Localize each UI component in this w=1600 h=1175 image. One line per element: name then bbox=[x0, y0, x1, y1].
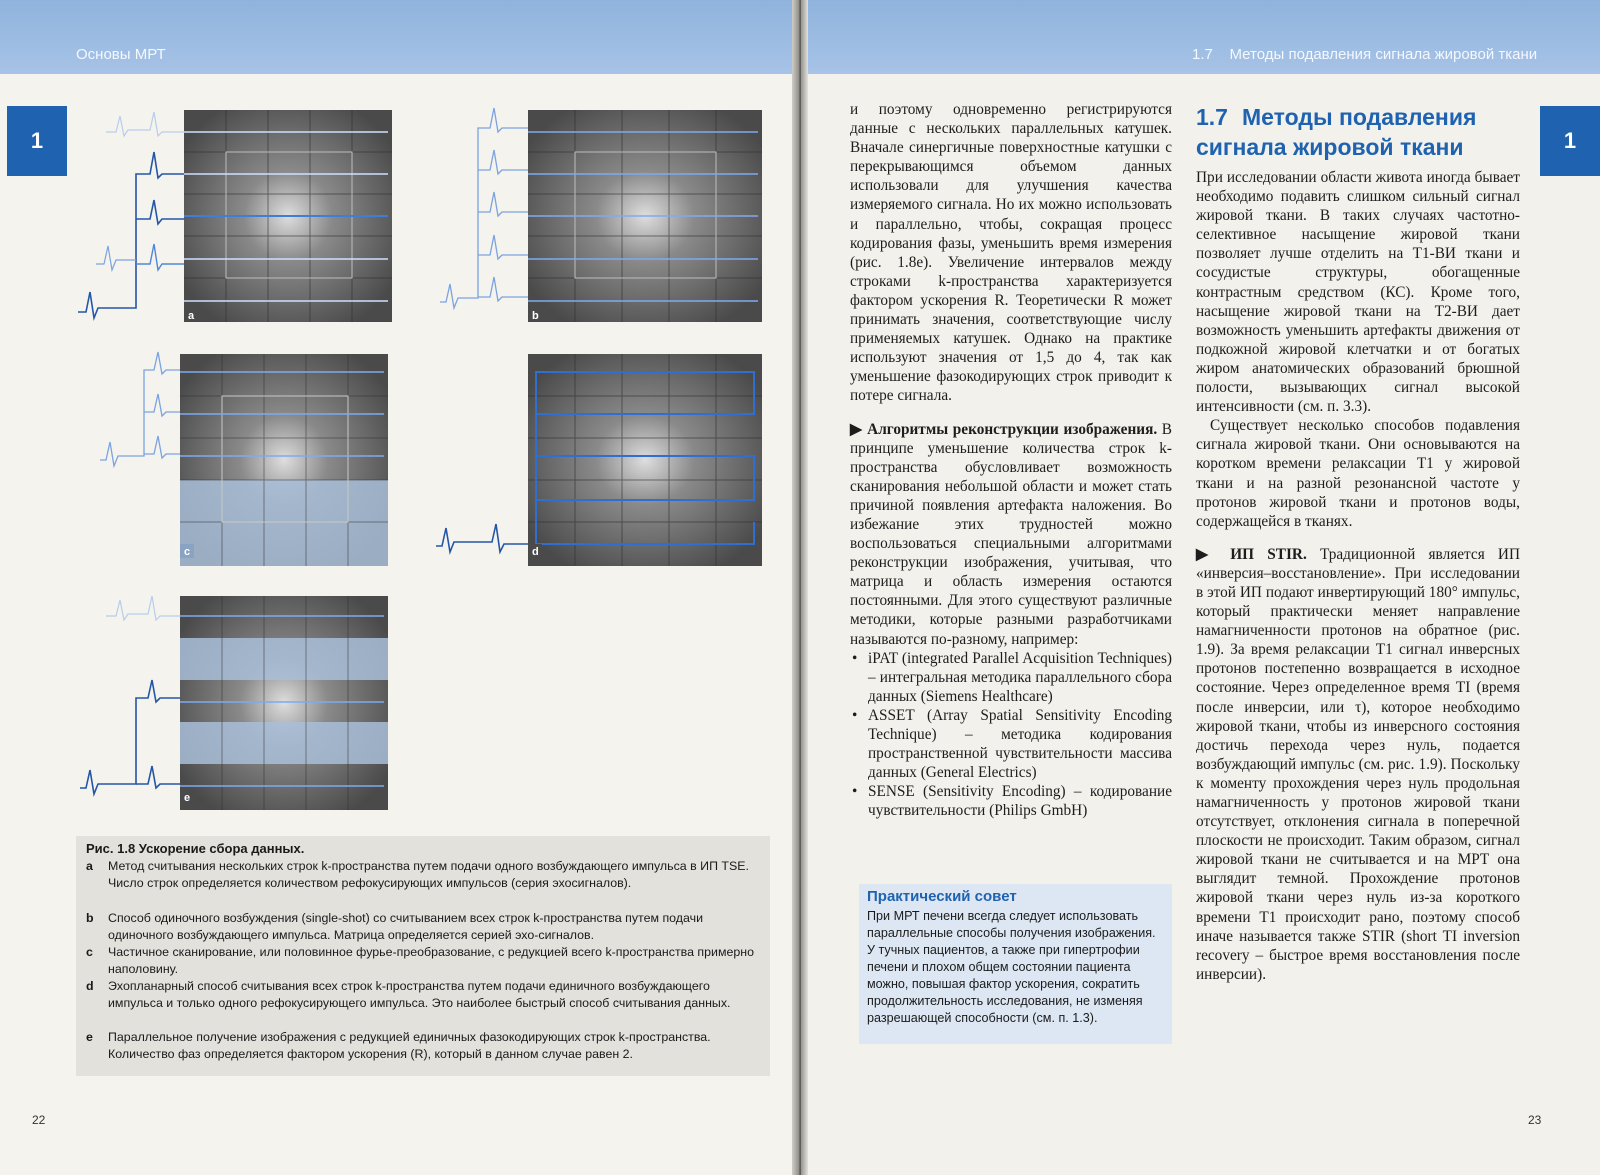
book-spine bbox=[792, 0, 808, 1175]
panel-label: a bbox=[188, 310, 195, 322]
paragraph: Существует несколько способов подавления сигнала жировой ткани. Они основываются на коротком времени релаксации T1 у жировой ткани и на разной резонансной частоте у протонов жировой ткани и протонов воды, содержащейся в тканях. bbox=[1196, 417, 1520, 530]
figure-panel-a bbox=[76, 104, 396, 329]
paragraph: и поэтому одновременно регистрируются данные с нескольких параллельных катушек. Вначале синергичные поверхностные катушки с перекрывающимся объемом данных использовали для улучшения качества измеряемого сигнала. Но их можно использовать и параллельно, чтобы, сокращая процесс кодирования фазы, уменьшить время измерения (рис. 1.8e). Увеличение интервалов между строками k-пространства характеризуется фактором ускорения R. Теоретически R может принимать значения, соответствующие числу применяемых катушек. Однако на практике используют значения от 1,5 до 4, так как уменьшение фазокодирующих строк приводит к потере сигнала. bbox=[850, 101, 1172, 405]
paragraph-lead: ▶ Алгоритмы реконструкции изображения. bbox=[850, 420, 1158, 438]
text-column-2 bbox=[1196, 168, 1520, 984]
caption-item: b Способ одиночного возбуждения (single-shot) со считыванием всех строк k-пространства путем подачи одиночного возбуждающего импульса. Матрица определяется серией эхо-сигналов. bbox=[86, 911, 703, 942]
figure-panel-c bbox=[96, 348, 396, 573]
caption-item: c Частичное сканирование, или половинное фурье-преобразование, с редукцией всего k-пространства примерно наполовину. bbox=[86, 945, 754, 976]
list-item: • SENSE (Sensitivity Encoding) – кодирование чувствительности (Philips GmbH) bbox=[850, 782, 1172, 820]
running-head: Основы МРТ bbox=[76, 46, 166, 63]
paragraph: ▶ ИП STIR. Традиционной является ИП «инверсия–восстановление». При исследовании в этой ИП подают инвертирующий 180° импульс, который практически меняет направление намагниченности протонов на обратное (рис. 1.9). За время релаксации T1 сигнал инверсных протонов постепенно возвращается в исходное состояние. Через определенное время TI (время после инверсии, или τ), которое необходимо жировой ткани, чтобы из инверсного состояния достичь перехода через нуль, подается возбуждающий импульс (см. рис. 1.9). Поскольку к моменту прохождения через нуль продольная намагниченность у протонов жировой ткани отсутствует, отклонения сигнала в поперечной плоскости не происходит. Таким образом, сигнал жировой ткани не считывается и на МРТ она выглядит темной. Прохождение протонов жировой ткани через нуль из-за короткого времени T1 происходит рано, поэтому способ иначе называется также STIR (short TI inversion recovery – быстрое время восстановления после инверсии). bbox=[1196, 545, 1520, 983]
caption-item: d Эхопланарный способ считывания всех строк k-пространства путем подачи единичного возбуждающего импульса и только одного рефокусирующего импульса. Это наиболее быстрый способ считывания данных. bbox=[86, 979, 731, 1010]
page-number: 23 bbox=[1528, 1113, 1542, 1127]
tip-title: Практический совет bbox=[867, 888, 1017, 905]
section-title: 1.7 Методы подавления сигнала жировой ткани bbox=[1196, 104, 1477, 160]
paragraph-lead: ▶ ИП STIR. bbox=[1196, 545, 1307, 563]
running-head: 1.7 Методы подавления сигнала жировой ткани bbox=[1192, 46, 1538, 63]
practical-tip-box bbox=[859, 884, 1172, 1044]
figure-panel-b bbox=[436, 104, 766, 329]
list-item: • iPAT (integrated Parallel Acquisition Techniques) – интегральная методика параллельного сбора данных (Siemens Healthcare) bbox=[850, 649, 1172, 706]
paragraph: При исследовании области живота иногда бывает необходимо подавить слишком сильный сигнал жировой ткани. В таких случаях частотно-селективное насыщение жировой ткани позволяет лучше отделить на T1-ВИ ткани и сосудистые структуры, обогащенные контрастным средством (КС). Кроме того, насыщение жировой ткани на T2-ВИ дает возможность уменьшить артефакты движения от подкожной жировой клетчатки и от богатых жиром анатомических образований брюшной полости, вызывающих сигнал высокой интенсивности (см. п. 3.3). bbox=[1196, 169, 1520, 416]
panel-label: b bbox=[532, 310, 539, 322]
list-item: • ASSET (Array Spatial Sensitivity Encoding Technique) – методика кодирования пространственной чувствительности массива данных (General Electrics) bbox=[850, 706, 1172, 782]
panel-label: d bbox=[532, 546, 539, 558]
chapter-tab: 1 bbox=[7, 106, 67, 176]
panel-label: e bbox=[184, 792, 191, 804]
paragraph: ▶ Алгоритмы реконструкции изображения. В принципе уменьшение количества строк k-пространства обусловливает возможность сканирования небольшой области и может стать причиной появления артефакта наложения. Во избежание этих трудностей можно воспользоваться специальными алгоритмами реконструкции изображения, учитывая, что матрица и область измерения остаются постоянными. Для этого существуют различные методики, которые разными разработчиками называются по-разному, например: bbox=[850, 420, 1173, 648]
caption-title: Рис. 1.8 Ускорение сбора данных. bbox=[86, 841, 305, 856]
page-number: 22 bbox=[32, 1113, 46, 1127]
figure-panel-e bbox=[76, 590, 396, 820]
figure-caption bbox=[76, 836, 770, 1076]
caption-item: e Параллельное получение изображения с редукцией единичных фазокодирующих строк k-пространства. Количество фаз определяется фактором ускорения (R), который в данном случае равен 2. bbox=[86, 1030, 711, 1061]
panel-label: c bbox=[184, 546, 191, 558]
figure-panel-d bbox=[432, 348, 767, 573]
section-number: 1.7 bbox=[1196, 104, 1228, 130]
chapter-tab: 1 bbox=[1540, 106, 1600, 176]
right-page bbox=[800, 0, 1600, 1175]
method-list bbox=[850, 649, 1172, 821]
caption-item: a Метод считывания нескольких строк k-пространства путем подачи одного возбуждающего импульса в ИП TSE. Число строк определяется количеством рефокусирующих импульсов (серия эхосигналов). bbox=[86, 859, 749, 890]
tip-text: При МРТ печени всегда следует использовать параллельные способы получения изображения. У тучных пациентов, а также при гипертрофии печени и плохом общем состоянии пациента можно, повышая фактор ускорения, сократить продолжительность исследования, не изменяя разрешающей способности (см. п. 1.3). bbox=[867, 909, 1156, 1025]
text-column-1 bbox=[850, 100, 1172, 820]
